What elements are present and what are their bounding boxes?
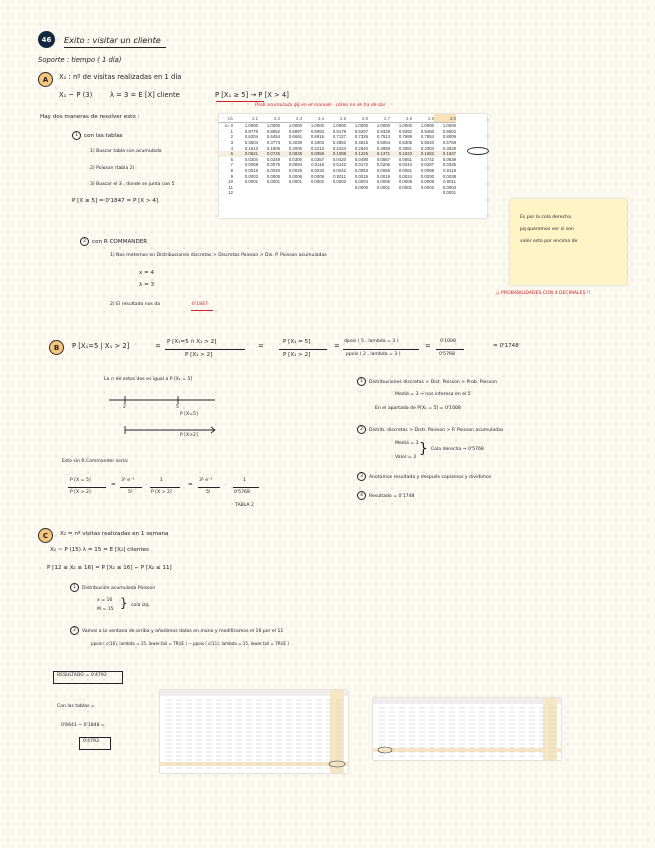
poisson-table-thumb-2 xyxy=(373,698,561,760)
table-cell: 1.0000 xyxy=(354,123,368,129)
table-cell: 0.0094 xyxy=(288,162,302,168)
table-row-key: 11 xyxy=(228,184,233,190)
fraction-bar xyxy=(198,487,220,488)
number-line-label-1: P [X=5] xyxy=(180,412,198,417)
fraction-bar xyxy=(233,487,259,488)
table-cell: 0.7127 xyxy=(332,134,346,140)
table-cell: 0.0116 xyxy=(311,162,324,168)
table-cell: 0.8775 xyxy=(244,128,258,134)
number-line-tick-2: 2 xyxy=(123,405,126,410)
part-c-media: M = 15 xyxy=(97,607,114,612)
table-cell: 1.0000 xyxy=(310,123,324,129)
table-cell: 1.0000 xyxy=(244,123,258,129)
table-cell: 0.2006 xyxy=(288,145,302,151)
table-highlight-oval xyxy=(467,147,489,155)
table-cell: 0.0002 xyxy=(420,184,434,190)
part-b-result: = 0'1748 xyxy=(493,343,519,349)
table-row xyxy=(219,134,456,140)
table-cell: 0.3081 xyxy=(398,145,412,151)
table-row-key: 12 xyxy=(228,190,233,196)
part-c-probability: P [12 ≤ X₂ ≤ 16] = P [X₂ ≤ 16] − P [X₂ ≤ 11] xyxy=(47,565,172,571)
table-cell: 0.0001 xyxy=(442,190,456,196)
table-cell: 0.5305 xyxy=(398,140,412,146)
table-cell: 0.0081 xyxy=(398,168,412,174)
table-cell: 0.0005 xyxy=(266,173,280,179)
part-c-step-1 xyxy=(70,583,155,592)
part-b-r-den: P [X₁ > 2] xyxy=(283,352,311,358)
manual-b-num: 1 xyxy=(160,478,163,483)
table-cell: 0.0001 xyxy=(288,179,302,185)
table-cell: 0.0142 xyxy=(332,162,346,168)
table-cell: 0.6204 xyxy=(244,134,258,140)
step-circle: 1 xyxy=(70,583,79,592)
table-row-key: x= 0 xyxy=(224,123,233,129)
table-cell xyxy=(390,190,412,196)
table-cell: 0.4816 xyxy=(354,140,368,146)
eq-sign: = xyxy=(155,342,161,350)
part-a-definition: X₁ : nº de visitas realizadas en 1 día xyxy=(59,73,182,81)
table-cell: 0.9257 xyxy=(354,128,368,134)
step-circle: 2 xyxy=(80,237,89,246)
table-row-key: 9 xyxy=(230,173,233,179)
method-1-step-1: 1) Buscar tabla con acumulada xyxy=(90,149,162,154)
table-cell: 0.0004 xyxy=(354,179,368,185)
table-cell: 1.0000 xyxy=(398,123,412,129)
fraction-bar xyxy=(150,487,180,488)
times-sign: · xyxy=(225,483,227,488)
table-cell: 0.9502 xyxy=(442,128,456,134)
table-cell: 0.0008 xyxy=(420,179,434,185)
part-c-step-2-text: Vamos a la ventana de arriba y añadimos datos en mano y modificamos el 16 por el 11 xyxy=(82,629,284,634)
part-c-cola: cola izq. xyxy=(131,603,150,608)
table-cell: 0.2640 xyxy=(354,145,368,151)
table-cell: 0.3504 xyxy=(244,140,258,146)
table-cell: 0.0335 xyxy=(442,162,456,168)
table-cell: 0.6916 xyxy=(310,134,324,140)
r-step-4 xyxy=(357,491,414,500)
table-row-key: 1 xyxy=(230,128,233,134)
table-row-key: 3 xyxy=(230,140,233,146)
table-cell: 0.0042 xyxy=(332,168,346,174)
r-step-3-text: Anotamos resultado y después copiamos y dividimos xyxy=(369,475,492,480)
table-cell: 0.0001 xyxy=(266,179,280,185)
table-cell: 3.0 xyxy=(434,114,456,123)
table-cell: 0.0026 xyxy=(288,168,302,174)
poisson-table-image xyxy=(219,114,487,218)
table-cell: 0.1226 xyxy=(346,151,368,157)
table-cell: 0.1806 xyxy=(266,145,280,151)
table-cell: 1.0000 xyxy=(332,123,346,129)
table-cell: 0.2859 xyxy=(376,145,390,151)
part-c-step-2 xyxy=(70,626,283,635)
table-cell: 0.0015 xyxy=(244,168,258,174)
table-cell xyxy=(412,190,434,196)
table-cell: 0.3528 xyxy=(442,145,456,151)
manual-lhs-num: P [X = 5] xyxy=(70,478,91,483)
table-cell: 0.5540 xyxy=(420,140,434,146)
table-cell: 0.0098 xyxy=(420,168,434,174)
table-row xyxy=(219,179,456,185)
fraction-bar xyxy=(279,349,327,350)
exercise-number-badge: 46 xyxy=(38,31,55,48)
table-cell: 0.0000 xyxy=(354,184,368,190)
table-row-key: 5 xyxy=(219,151,236,157)
table-cell: 0.0204 xyxy=(244,156,258,162)
table-cell: 0.0024 xyxy=(398,173,412,179)
table-cell: 0.0009 xyxy=(310,173,324,179)
table-cell: 1.0000 xyxy=(288,123,302,129)
table-cell: 0.0019 xyxy=(376,173,390,179)
table-cell: 0.0075 xyxy=(266,162,280,168)
table-cell: 0.8892 xyxy=(266,128,280,134)
part-b-mid-num: P [X₁=5 ∩ X₁ > 2] xyxy=(167,339,217,345)
table-cell xyxy=(302,190,324,196)
sticky-line: pq queremos ver si son xyxy=(520,227,574,232)
part-b-call-num: dpois ( 5 , lambda = 3 ) xyxy=(344,339,399,344)
method-1-step-3: 3) Buscar el 3 , donde se junta con 5 xyxy=(90,182,175,187)
method-1-result: P [X ≥ 5] = 0'1847 = P [X > 4] xyxy=(72,198,159,204)
table-row xyxy=(219,157,456,163)
part-b-marker: B xyxy=(49,340,64,355)
times-sign: · xyxy=(146,483,148,488)
part-c-step-1-text: Distribución acumulada Poisson xyxy=(82,586,156,591)
part-b-val-num: 0'1008 xyxy=(440,339,456,344)
eq-sign: = xyxy=(425,342,431,350)
eq-sign: = xyxy=(258,342,264,350)
table-cell: 0.0006 xyxy=(288,173,302,179)
table-cell: 0.6691 xyxy=(288,134,302,140)
brace: } xyxy=(120,596,128,610)
red-underline xyxy=(216,101,264,102)
table-cell: 0.0001 xyxy=(398,184,412,190)
number-line-tick-5: 5 xyxy=(176,405,179,410)
table-cell: 0.6454 xyxy=(266,134,280,140)
table-cell: 0.0838 xyxy=(280,151,302,157)
fraction-bar xyxy=(343,349,419,350)
table-row-key: 8 xyxy=(230,168,233,174)
method-2-lambda: λ = 3 xyxy=(139,282,155,288)
table-cell: 0.1088 xyxy=(324,151,346,157)
table-row xyxy=(219,123,456,129)
manual-intro: Esto sin R.Commander sería: xyxy=(62,459,129,464)
table-cell: 0.0011 xyxy=(443,179,456,185)
r-step-2-text: Distrib. discretas > Distr. Poisson > P. Poisson acumuladas xyxy=(369,428,504,433)
step-circle: 2 xyxy=(70,626,79,635)
part-a-model: X₁ ~ P (3) xyxy=(59,91,93,99)
table-cell: 2.5 xyxy=(324,114,346,123)
table-cell: 0.0005 xyxy=(376,179,390,185)
table-row xyxy=(219,140,456,146)
table-cell: 1.0000 xyxy=(376,123,390,129)
part-b-lhs: P [X₁=5 | X₁ > 2] xyxy=(72,342,130,350)
table-cell: 0.0053 xyxy=(354,168,368,174)
table-cell: 2.2 xyxy=(258,114,280,123)
table-cell: 0.7689 xyxy=(398,134,412,140)
table-cell: 0.1682 xyxy=(412,151,434,157)
table-cell: 0.4303 xyxy=(310,140,324,146)
table-cell: 0.0119 xyxy=(443,168,456,174)
fraction-bar xyxy=(165,349,245,350)
part-b-r-num: P [X₁ = 5] xyxy=(283,339,311,345)
manual-b-den: P [X > 2] xyxy=(151,490,172,495)
method-1-step-2: 2) Poisson (tabla 2) xyxy=(90,166,135,171)
table-cell: 2.3 xyxy=(280,114,302,123)
part-b-mid-den: P [X₁ > 2] xyxy=(185,352,213,358)
title-underline xyxy=(64,47,166,48)
table-cell: 0.0621 xyxy=(236,151,258,157)
table-cell: 0.0567 xyxy=(376,156,390,162)
tables-title: Con las tablas = xyxy=(57,704,95,709)
table-cell: 0.9328 xyxy=(376,128,390,134)
table-cell: 0.9179 xyxy=(332,128,346,134)
table-cell: 0.8997 xyxy=(288,128,302,134)
table-cell: 2.6 xyxy=(346,114,368,123)
table-cell: 0.0490 xyxy=(354,156,368,162)
method-2-label: con R COMMANDER xyxy=(92,239,148,245)
table-cell: 0.0420 xyxy=(332,156,346,162)
table-cell: 0.2213 xyxy=(310,145,324,151)
poisson-table-thumb-1 xyxy=(160,690,348,773)
table-row xyxy=(219,190,456,196)
eq-sign: = xyxy=(334,342,340,350)
sticky-line: Es por la cola derecha xyxy=(520,215,571,220)
table-cell: 0.0742 xyxy=(420,156,434,162)
table-cell: 2.4 xyxy=(302,114,324,123)
r-step-3 xyxy=(357,472,491,481)
table-cell: 0.4562 xyxy=(332,140,346,146)
r-step-2 xyxy=(357,425,503,434)
table-header-row xyxy=(219,114,456,123)
table-cell: 0.0244 xyxy=(398,162,412,168)
r-step-1b: Media = 3 → nos interesa en el 5 xyxy=(395,392,471,397)
step-circle: 1 xyxy=(72,131,81,140)
part-c-marker: C xyxy=(38,528,53,543)
red-underline xyxy=(191,310,213,311)
table-cell xyxy=(236,190,258,196)
eq-sign: = xyxy=(188,482,193,488)
soporte-line: Soporte : tiempo ( 1 día) xyxy=(38,56,122,64)
table-cell: 2.1 xyxy=(236,114,258,123)
table-cell: 2.7 xyxy=(368,114,390,123)
r-code: ppois ( c(16), lambda = 15, lower.tail = TRUE ) − ppois ( c(11), lambda = 15, lower.tail = TRUE ) xyxy=(91,641,289,646)
r-step-1 xyxy=(357,377,497,386)
table-cell: 0.0651 xyxy=(398,156,412,162)
part-a-probability: P [X₁ ≥ 5] → P [X > 4] xyxy=(215,91,289,99)
table-cell: 0.7513 xyxy=(376,134,390,140)
table-row xyxy=(219,145,456,151)
table-row-key: 10 xyxy=(228,179,233,185)
table-row-key: x\λ xyxy=(219,114,236,123)
table-cell: 0.5064 xyxy=(376,140,390,146)
table-row xyxy=(219,129,456,135)
sticky-note xyxy=(510,199,627,285)
r-step-1-text: Distribuciones discretas > Dist. Poisson > Prob. Poisson xyxy=(369,380,497,385)
table-cell: 0.1371 xyxy=(368,151,390,157)
method-1-title xyxy=(72,131,123,140)
table-cell: 0.0003 xyxy=(244,173,258,179)
table-cell: 0.0038 xyxy=(442,173,456,179)
number-line-diagram xyxy=(105,393,225,443)
table-cell: 0.0725 xyxy=(258,151,280,157)
step-circle: 1 xyxy=(357,377,366,386)
r-step-2-note: Cola derecha → 0'5768 xyxy=(431,447,484,452)
part-c-model: X₂ ~ P (15) λ = 15 = E [X₂] clientes xyxy=(50,547,149,553)
table-cell: 0.0300 xyxy=(288,156,302,162)
step-circle: 3 xyxy=(357,472,366,481)
table-cell: 1.0000 xyxy=(442,123,456,129)
part-b-val-den: 0'5768 xyxy=(439,352,455,357)
part-a-marker: A xyxy=(38,72,53,87)
manual-lhs-den: P [X > 2] xyxy=(70,490,91,495)
manual-d-den: 0'5768 xyxy=(234,490,250,495)
fraction-bar xyxy=(436,349,464,350)
tables-calc: 0'6641 − 0'1848 = xyxy=(61,723,105,728)
table-cell: 0.8009 xyxy=(442,134,456,140)
table-row-key: 2 xyxy=(230,134,233,140)
table-cell: 0.1613 xyxy=(244,145,258,151)
table-cell: 0.0206 xyxy=(376,162,390,168)
table-thumb-lines xyxy=(373,698,561,760)
fraction-bar xyxy=(68,487,106,488)
method-2-value: 0'1847 xyxy=(192,302,208,307)
table-cell: 0.0839 xyxy=(442,156,456,162)
eq-sign: = xyxy=(111,482,116,488)
fraction-bar xyxy=(120,487,142,488)
tables-result: 0'4793 xyxy=(83,739,99,744)
table-cell: 1.0000 xyxy=(266,123,280,129)
step-circle: 2 xyxy=(357,425,366,434)
r-step-4-text: Resultado = 0'1748 xyxy=(369,494,415,499)
part-c-result: RESULTADO = 0'4793 xyxy=(57,673,107,678)
table-row-key: 7 xyxy=(230,162,233,168)
decimals-warning: ¡¡ PROBABILIDADES CON 4 DECIMALES !! xyxy=(496,291,591,296)
manual-c-num: 3⁵ e⁻³ xyxy=(199,478,213,483)
table-cell xyxy=(280,190,302,196)
poisson-cumulative-table xyxy=(219,114,456,196)
table-row xyxy=(219,162,456,168)
table-cell: 0.0033 xyxy=(310,168,324,174)
table-cell: 0.0015 xyxy=(354,173,368,179)
table-cell xyxy=(368,190,390,196)
table-cell: 0.4039 xyxy=(288,140,302,146)
table-cell: 0.0003 xyxy=(332,179,346,185)
manual-a-den: 5! xyxy=(128,490,133,495)
table-cell: 0.1523 xyxy=(390,151,412,157)
part-a-lambda: λ = 3 = E [X] cliente xyxy=(110,91,180,99)
method-2-x: x = 4 xyxy=(139,270,155,276)
method-2-step-1: 1) Nos metemos en Distribuciones discretas > Discretas Poisson > Dis. P. Poisson acumuladas xyxy=(110,253,327,258)
number-line-label-2: P [X>2] xyxy=(180,433,198,438)
table-cell: 0.9450 xyxy=(420,128,434,134)
r-step-2-valor: Valor = 2 xyxy=(395,455,417,460)
table-cell: 0.9392 xyxy=(398,128,412,134)
table-cell: 0.0011 xyxy=(333,173,346,179)
table-cell xyxy=(346,190,368,196)
table-cell: 0.3773 xyxy=(266,140,280,146)
red-annotation: Prob acumulada q̄q̄ en el manual - cómo no se ha de dar xyxy=(255,103,386,108)
table-cell: 0.0030 xyxy=(420,173,434,179)
step-circle: 4 xyxy=(357,491,366,500)
table-cell xyxy=(324,190,346,196)
table-row-key: 6 xyxy=(230,156,233,162)
table-cell: 0.5768 xyxy=(442,140,456,146)
method-2-title xyxy=(80,237,147,246)
method-2-step-2: 2) El resultado nos da xyxy=(110,302,161,307)
brace: } xyxy=(419,441,428,457)
table-thumb-lines xyxy=(160,690,348,773)
table-cell: 0.0003 xyxy=(442,184,456,190)
method-1-label: con las tablas xyxy=(84,133,123,139)
manual-c-den: 5! xyxy=(206,490,211,495)
table-cell: 0.3304 xyxy=(420,145,434,151)
table-cell: 0.0006 xyxy=(398,179,412,185)
table-cell: 2.8 xyxy=(390,114,412,123)
table-cell: 0.0020 xyxy=(266,168,280,174)
table-cell: 0.0959 xyxy=(302,151,324,157)
table-cell: 2.9 xyxy=(412,114,434,123)
table-cell: 0.0001 xyxy=(244,179,258,185)
table-cell: 0.7854 xyxy=(420,134,434,140)
manual-a-num: 3⁵ e⁻³ xyxy=(121,478,135,483)
table-cell xyxy=(258,190,280,196)
r-step-1c: En el apartado de P[X₁ = 5] = 0'1008 xyxy=(375,406,461,411)
manual-d-num: 1 xyxy=(243,478,246,483)
part-c-definition: X₂ = nº visitas realizadas en 1 semana xyxy=(60,531,169,537)
part-b-call-den: ppois ( 2 , lambda = 3 ) xyxy=(346,352,401,357)
table-cell: 0.9093 xyxy=(310,128,324,134)
table-cell: 1.0000 xyxy=(420,123,434,129)
table-cell: 0.0249 xyxy=(266,156,280,162)
table-row-key: 4 xyxy=(230,145,233,151)
table-row xyxy=(219,151,456,157)
table-cell: 0.0287 xyxy=(420,162,434,168)
intersection-note: La ∩ de estos dos es igual a P [X₁ = 5] xyxy=(104,377,193,382)
sticky-line: valor esto por encima de xyxy=(520,239,578,244)
table-cell: 0.0001 xyxy=(376,184,390,190)
r-step-2-media: Media = 3 xyxy=(395,441,419,446)
exercise-title: Exito : visitar un cliente xyxy=(64,35,161,45)
table-cell: 0.7326 xyxy=(354,134,368,140)
table-cell: 0.1847 xyxy=(434,151,456,157)
table-cell: 0.2424 xyxy=(332,145,346,151)
method-intro: Hay dos maneras de resolver esto : xyxy=(40,114,140,120)
part-c-x: x = 16 xyxy=(97,598,113,603)
tabla-2-label: TABLA 2 xyxy=(235,503,254,508)
table-cell: 0.0357 xyxy=(310,156,324,162)
table-cell: 0.0172 xyxy=(354,162,368,168)
table-cell: 0.0002 xyxy=(310,179,324,185)
table-row xyxy=(219,173,456,179)
table-cell: 0.0066 xyxy=(376,168,390,174)
table-row xyxy=(219,168,456,174)
table-cell: 0.0059 xyxy=(244,162,258,168)
